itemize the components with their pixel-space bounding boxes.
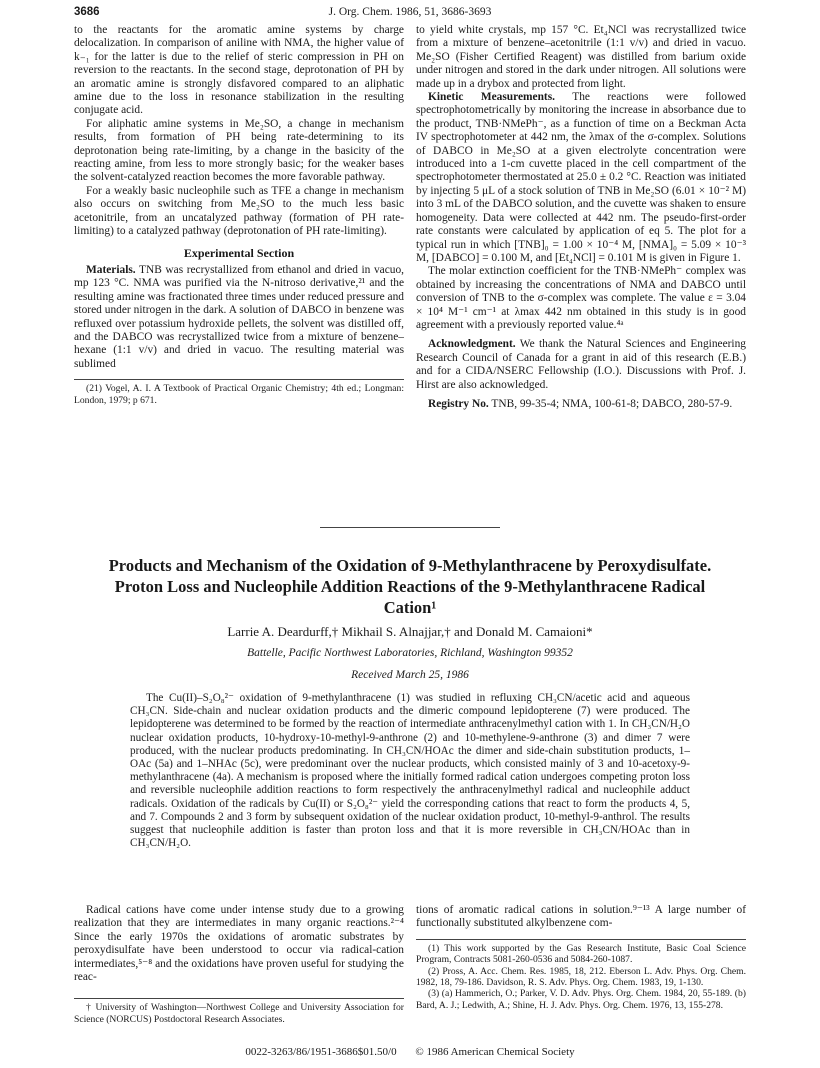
affiliation: Battelle, Pacific Northwest Laboratories, Richland, Washington 99352 xyxy=(247,647,573,659)
paragraph: The molar extinction coefficient for the TNB·NMePh⁻ complex was obtained by increasing the concentrations of NMA and DABCO until conversion of TNB to the σ-complex was complete. The value ε = 3.04 × 10⁴ M⁻¹ cm⁻¹ at λmax 442 nm obtained in this study is in good agreement with a previously reported value.⁴ᵃ xyxy=(416,265,746,331)
footnote-rule xyxy=(416,939,746,940)
footnote: (3) (a) Hammerich, O.; Parker, V. D. Adv. Phys. Org. Chem. 1984, 20, 55-189. (b) Bard, A. J.; Ledwith, A.; Shine, H. J. Adv. Phys. Org. Chem. 1976, 13, 155-278. xyxy=(416,988,746,1011)
run-in-heading: Kinetic Measurements. xyxy=(428,91,555,104)
footnote-rule xyxy=(74,998,404,999)
paragraph: to the reactants for the aromatic amine systems by charge delocalization. In comparison of aniline with NMA, the higher value of k₋₁ for the latter is due to the relief of steric compression in PH on reversion to the reactants. In the second stage, deprotonation of PH by an aromatic amine is strongly disfavored compared to an aliphatic amine due to the loss in resonance stabilization in the resulting conjugate acid. xyxy=(74,24,404,117)
paragraph-text: We thank the Natural Sciences and Engineering Research Council of Canada for a grant in aid of this research (E.B.) and for a CIDA/NSERC Fellowship (I.O.). Discussions with Prof. J. Hirst are also acknowledged. xyxy=(416,338,746,391)
footnote: (2) Pross, A. Acc. Chem. Res. 1985, 18, 212. Eberson L. Adv. Phys. Org. Chem. 1982, 18, 79-186. Davidson, R. S. Adv. Phys. Org. Chem. 1983, 19, 1-130. xyxy=(416,965,746,989)
paragraph xyxy=(416,338,746,392)
footnote-rule xyxy=(74,379,404,380)
footnote: (1) This work supported by the Gas Research Institute, Basic Coal Science Program, Contracts 5081-260-0536 and 5084-260-1087. xyxy=(416,942,746,966)
article-title: Products and Mechanism of the Oxidation of 9-Methylanthracene by Peroxydisulfate. Proton Loss and Nucleophile Addition Reactions of the 9-Methylanthracene Radical Cation¹ xyxy=(108,556,712,617)
paragraph xyxy=(74,264,404,371)
paragraph-text: TNB was recrystallized from ethanol and dried in vacuo, mp 123 °C. NMA was purified via the N-nitroso derivative,²¹ and the resulting amine was fractionated three times under reduced pressure and stored under nitrogen in the dark. A solution of DABCO in benzene was refluxed over potassium hydroxide pellets, the solvent was distilled off, and the DABCO was recrystallized twice from a mixture of benzene–hexane (1:1 v/v) and dried in vacuo. The resulting material was sublimed xyxy=(74,263,404,370)
right-column-top xyxy=(416,24,746,411)
paragraph-text: The reactions were followed spectrophotometrically by monitoring the increase in absorbance due to the product, TNB·NMePh⁻, as a function of time on a Beckman Acta IV spectrophotometer at 442 nm, the λmax of the σ-complex. Solutions of DABCO in Me₂SO at a given electrolyte concentration were introduced into a 1-cm cuvette placed in the cell compartment of the spectrophotometer thermostated at 25.0 ± 0.2 °C. Reaction was initiated by injecting 5 μL of a stock solution of TNB in Me₂SO (6.01 × 10⁻² M) into 3 mL of the DABCO solution, and the cuvette was shaken to ensure homogeneity. Data were collected at 442 nm. The pseudo-first-order rate constants were calculated by application of eq 5. The plot for a typical run in which [TNB]₀ = 1.00 × 10⁻⁴ M, [NMA]₀ = 5.09 × 10⁻³ M, [DABCO] = 0.100 M, and [Et₄NCl] = 0.101 M is given in Figure 1. xyxy=(416,91,746,264)
running-header xyxy=(74,6,746,22)
paragraph: Radical cations have come under intense study due to a growing realization that they are intermediates in many organic reactions.²⁻⁴ Since the early 1970s the oxidations of aromatic substrates by peroxydisulfate have been understood to occur via radical-cation intermediates,⁵⁻⁸ and the oxidations have proven useful for studying the reac- xyxy=(74,904,404,984)
article-divider xyxy=(320,527,500,528)
right-column-body xyxy=(416,904,746,1011)
run-in-heading: Materials. xyxy=(86,263,136,276)
paragraph xyxy=(416,91,746,265)
paragraph-text: TNB, 99-35-4; NMA, 100-61-8; DABCO, 280-57-9. xyxy=(491,397,733,410)
paragraph: For aliphatic amine systems in Me₂SO, a change in mechanism results, from formation of PH being rate-determining to its deprotonation being rate-limiting, by a change in the basicity of the reacting amine, from less to more strongly basic; for the weaker bases the solvent-catalyzed reaction becomes the more favorable pathway. xyxy=(74,117,404,184)
left-column-top xyxy=(74,24,404,406)
page-number: 3686 xyxy=(74,6,100,18)
paragraph: tions of aromatic radical cations in solution.⁹⁻¹³ A large number of functionally substituted alkylbenzene com- xyxy=(416,904,746,930)
run-in-heading: Registry No. xyxy=(428,397,489,410)
paragraph: to yield white crystals, mp 157 °C. Et₄NCl was recrystallized twice from a mixture of benzene–acetonitrile (1:1 v/v) and dried in vacuo. Me₂SO (Fisher Certified Reagent) was distilled from barium oxide under nitrogen and stored in the dark under nitrogen. All solutions were made up in a drybox and protected from light. xyxy=(416,24,746,90)
footnote: (21) Vogel, A. I. A Textbook of Practical Organic Chemistry; 4th ed.; Longman: London, 1979; p 671. xyxy=(74,383,404,406)
paragraph xyxy=(416,398,746,411)
authors: Larrie A. Deardurff,† Mikhail S. Alnajjar,† and Donald M. Camaioni* xyxy=(227,624,593,639)
copyright: © 1986 American Chemical Society xyxy=(415,1046,575,1058)
paragraph: For a weakly basic nucleophile such as TFE a change in mechanism also occurs on switching from Me₂SO to the much less basic acetonitrile, from an uncatalyzed pathway (formation of PH rate-limiting) to a catalyzed pathway (deprotonation of PH rate-limiting). xyxy=(74,184,404,238)
section-heading: Experimental Section xyxy=(183,245,295,260)
footnote: † University of Washington—Northwest College and University Association for Science (NORCUS) Postdoctoral Research Associates. xyxy=(74,1002,404,1025)
page-footer xyxy=(74,1046,746,1058)
left-column-body xyxy=(74,904,404,1025)
journal-citation: J. Org. Chem. 1986, 51, 3686-3693 xyxy=(328,6,492,18)
price-code: 0022-3263/86/1951-3686$01.50/0 xyxy=(245,1046,397,1058)
received-date: Received March 25, 1986 xyxy=(351,669,469,681)
abstract: The Cu(II)–S₂O₈²⁻ oxidation of 9-methylanthracene (1) was studied in refluxing CH₃CN/acetic acid and aqueous CH₃CN. Side-chain and nuclear oxidation products and the dimeric compound lepidopterene (7) were produced. The lepidopterene was determined to be formed by the reaction of intermediate anthracenylmethyl cation with 1. In CH₃CN/H₂O nuclear oxidation products, 10-hydroxy-10-methyl-9-anthrone (2) and 10-methylene-9-anthrone (3) and dimer 7 were produced, with the nuclear products predominating. In CH₃CN/HOAc the dimer and side-chain substitution products, 1–OAc (5a) and 1–NHAc (5c), were predominant over the nuclear products, which consisted mainly of 3 and 10-acetoxy-9-methylanthracene (4a). A mechanism is proposed where the initially formed radical cation undergoes competing proton loss and reversible nucleophile addition reactions to form respectively the anthracenylmethyl radical and nucleophile adduct radicals. Oxidation of the radicals by Cu(II) or S₂O₈²⁻ yield the corresponding cations that react to form the products 4, 5, and 7. Compounds 2 and 3 form by subsequent oxidation of the nuclear oxidation product, 10-methyl-9-anthrol. The results suggest that nucleophile addition is faster than proton loss and that it is more reversible in CH₃CN/HOAc than in CH₃CN/H₂O. xyxy=(130,692,690,850)
run-in-heading: Acknowledgment. xyxy=(428,338,516,351)
